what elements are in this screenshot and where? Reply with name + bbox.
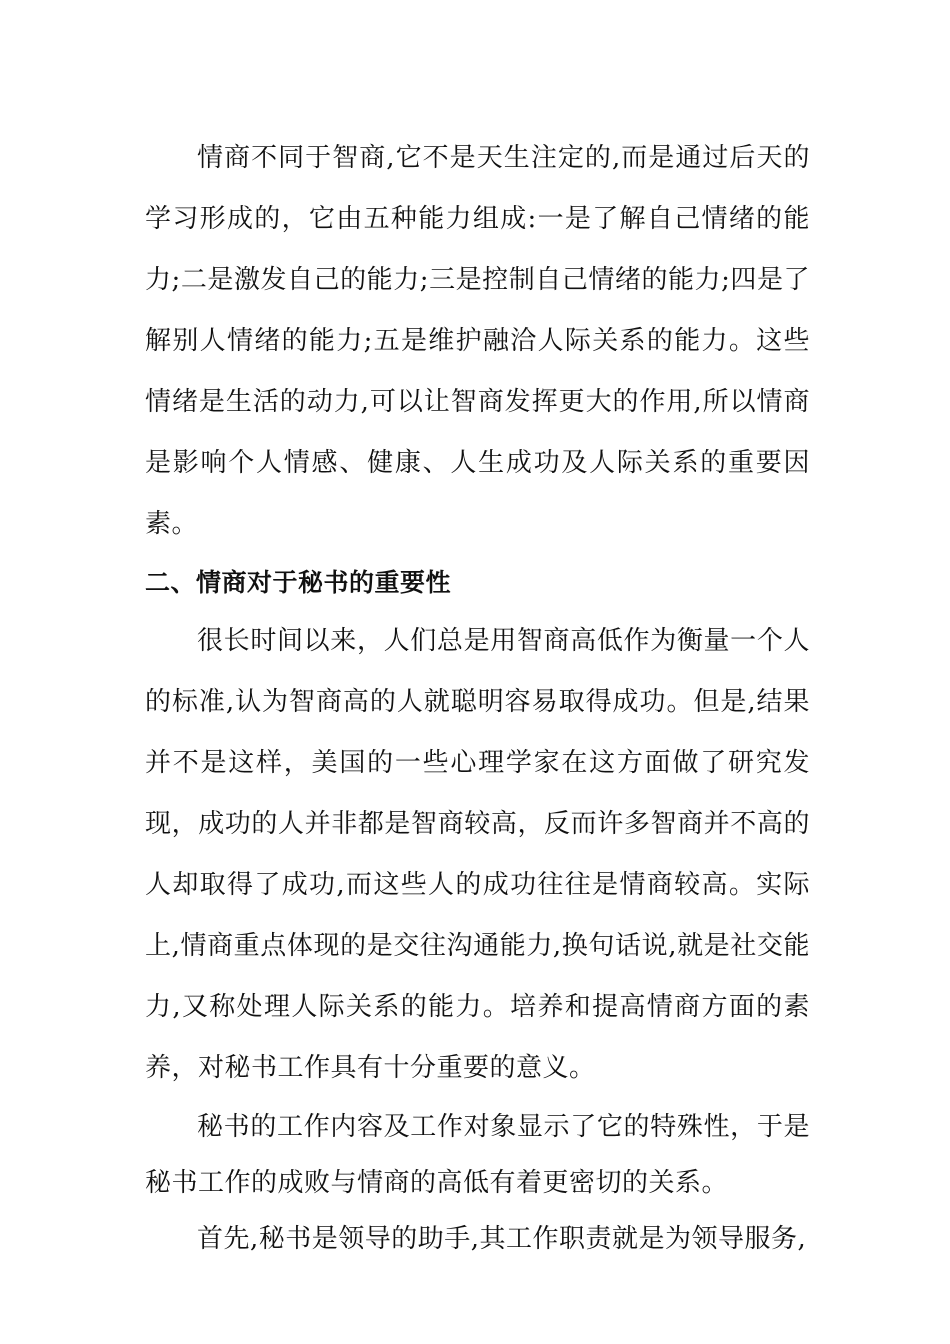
paragraph-secretary-work: 秘书的工作内容及工作对象显示了它的特殊性，于是秘书工作的成败与情商的高低有着更密切的关系。 — [145, 1112, 810, 1198]
document-page — [145, 128, 810, 1267]
paragraph-first-point: 首先,秘书是领导的助手,其工作职责就是为领导服务, — [197, 1224, 807, 1254]
paragraph-eq-importance: 很长时间以来，人们总是用智商高低作为衡量一个人的标准,认为智商高的人就聪明容易取得成功。但是,结果并不是这样，美国的一些心理学家在这方面做了研究发现，成功的人并非都是智商较高，反而许多智商并不高的人却取得了成功,而这些人的成功往往是情商较高。实际上,情商重点体现的是交往沟通能力,换句话说,就是社交能力,又称处理人际关系的能力。培养和提高情商方面的素养，对秘书工作具有十分重要的意义。 — [145, 626, 810, 1083]
section-heading: 二、情商对于秘书的重要性 — [145, 568, 452, 597]
paragraph-eq-definition: 情商不同于智商,它不是天生注定的,而是通过后天的学习形成的，它由五种能力组成:一是了解自己情绪的能力;二是激发自己的能力;三是控制自己情绪的能力;四是了解别人情绪的能力;五是维护融洽人际关系的能力。这些情绪是生活的动力,可以让智商发挥更大的作用,所以情商是影响个人情感、健康、人生成功及人际关系的重要因素。 — [145, 143, 810, 539]
